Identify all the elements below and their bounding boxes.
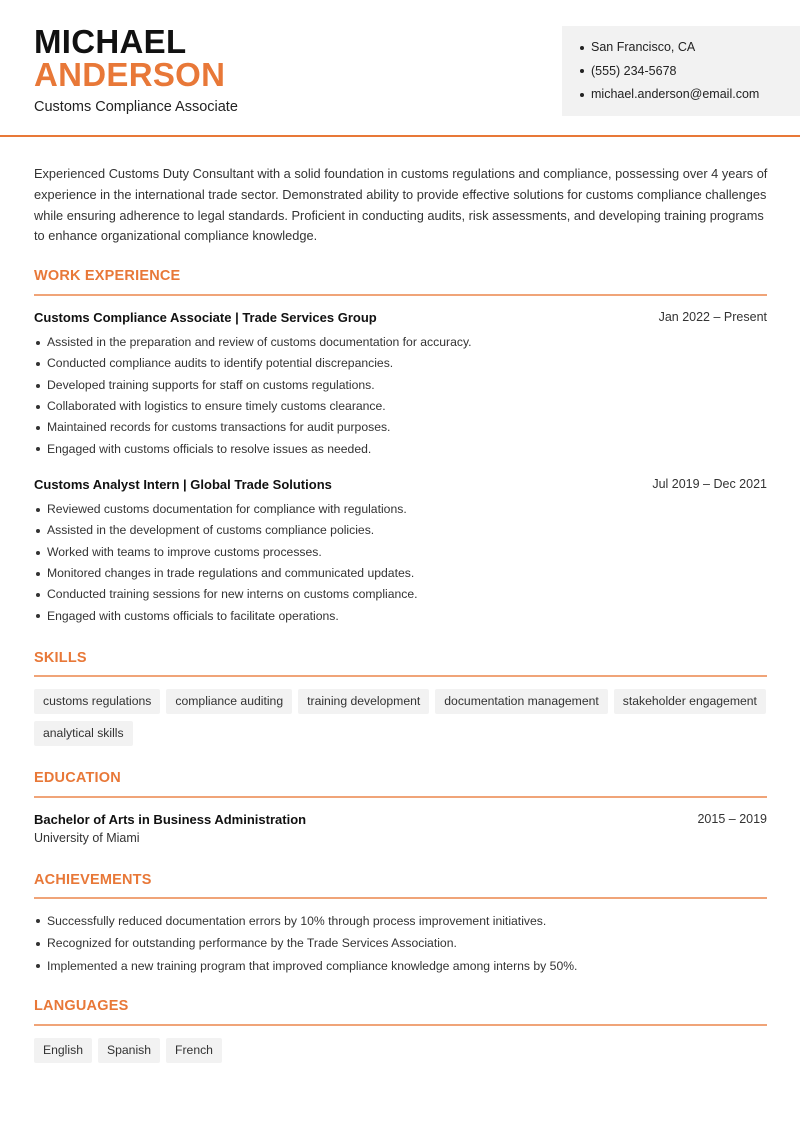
skill-tag: compliance auditing xyxy=(166,689,292,714)
job-date: Jan 2022 – Present xyxy=(658,310,767,324)
resume-header xyxy=(0,0,800,137)
job-header xyxy=(34,477,767,492)
education-date: 2015 – 2019 xyxy=(697,812,767,826)
section-divider xyxy=(34,675,767,677)
section-title-achievements: ACHIEVEMENTS xyxy=(34,872,152,888)
section-title-work: WORK EXPERIENCE xyxy=(34,268,181,284)
list-item: Assisted in the development of customs compliance policies. xyxy=(34,520,767,541)
section-divider xyxy=(34,294,767,296)
skill-tag: documentation management xyxy=(435,689,607,714)
skill-tag: stakeholder engagement xyxy=(614,689,766,714)
section-title-education: EDUCATION xyxy=(34,770,121,786)
last-name: ANDERSON xyxy=(34,56,226,93)
list-item: Assisted in the preparation and review of customs documentation for accuracy. xyxy=(34,332,767,353)
contact-box xyxy=(562,26,800,116)
skill-tag: training development xyxy=(298,689,429,714)
bullet-icon xyxy=(580,46,584,50)
list-item: Collaborated with logistics to ensure timely customs clearance. xyxy=(34,396,767,417)
bullet-icon xyxy=(580,93,584,97)
job-role: Customs Analyst Intern | Global Trade Solutions xyxy=(34,477,332,492)
language-tag: Spanish xyxy=(98,1038,160,1063)
list-item: Successfully reduced documentation errors by 10% through process improvement initiatives. xyxy=(34,910,767,933)
skills-list xyxy=(34,689,774,753)
section-divider xyxy=(34,796,767,798)
list-item: Maintained records for customs transactions for audit purposes. xyxy=(34,417,767,438)
skill-tag: analytical skills xyxy=(34,721,133,746)
list-item: Engaged with customs officials to facilitate operations. xyxy=(34,605,767,626)
section-divider xyxy=(34,1024,767,1026)
contact-phone xyxy=(580,60,800,84)
first-name: MICHAEL xyxy=(34,23,187,60)
bullet-icon xyxy=(580,69,584,73)
list-item: Worked with teams to improve customs processes. xyxy=(34,542,767,563)
contact-location xyxy=(580,36,800,60)
job-bullets xyxy=(34,332,767,460)
job-date: Jul 2019 – Dec 2021 xyxy=(652,477,767,491)
job-bullets xyxy=(34,499,767,627)
contact-phone-text: (555) 234-5678 xyxy=(591,63,677,78)
languages-list xyxy=(34,1038,774,1070)
list-item: Engaged with customs officials to resolve issues as needed. xyxy=(34,438,767,459)
degree: Bachelor of Arts in Business Administration xyxy=(34,812,307,827)
education-header xyxy=(34,812,767,827)
language-tag: French xyxy=(166,1038,222,1063)
job-role: Customs Compliance Associate | Trade Services Group xyxy=(34,310,377,325)
list-item: Developed training supports for staff on customs regulations. xyxy=(34,375,767,396)
list-item: Monitored changes in trade regulations and communicated updates. xyxy=(34,563,767,584)
contact-email-text[interactable]: michael.anderson@email.com xyxy=(591,87,760,102)
list-item: Conducted training sessions for new interns on customs compliance. xyxy=(34,584,767,605)
achievement-bullets xyxy=(34,910,767,978)
list-item: Conducted compliance audits to identify potential discrepancies. xyxy=(34,353,767,374)
professional-summary: Experienced Customs Duty Consultant with a solid foundation in customs regulations and compliance, possessing over 4 years of experience in the international trade sector. Demonstrated ability to provide effective solutions for customs compliance challenges while ensuring adherence to legal standards. Proficient in conducting audits, risk assessments, and developing training programs to enhance organizational compliance knowledge. xyxy=(34,166,768,244)
list-item: Reviewed customs documentation for compliance with regulations. xyxy=(34,499,767,520)
job-header xyxy=(34,310,767,325)
skill-tag: customs regulations xyxy=(34,689,160,714)
job-title: Customs Compliance Associate xyxy=(34,99,238,115)
language-tag: English xyxy=(34,1038,92,1063)
contact-email[interactable] xyxy=(580,83,800,107)
section-divider xyxy=(34,897,767,899)
list-item: Implemented a new training program that improved compliance knowledge among interns by 50%. xyxy=(34,955,767,978)
section-title-skills: SKILLS xyxy=(34,650,87,666)
section-title-languages: LANGUAGES xyxy=(34,998,129,1014)
school-name: University of Miami xyxy=(34,831,140,845)
list-item: Recognized for outstanding performance by the Trade Services Association. xyxy=(34,933,767,956)
contact-location-text: San Francisco, CA xyxy=(591,40,696,55)
